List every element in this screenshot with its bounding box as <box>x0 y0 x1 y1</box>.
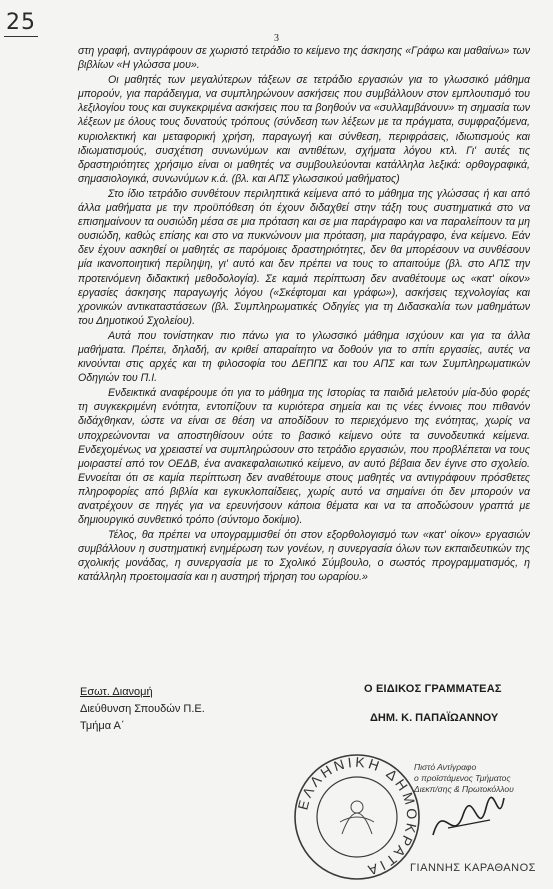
seal-text: ΕΛΛΗΝΙΚΗ ΔΗΜΟΚΡΑΤΙΑ <box>294 753 421 880</box>
distribution-section: Τμήμα Α΄ <box>80 720 125 732</box>
cert-line-2: ο προϊστάμενος Τμήματος <box>414 773 511 783</box>
page-number: 3 <box>274 33 279 44</box>
paragraph-4: Αυτά που τονίστηκαν πιο πάνω για το γλωσσικό μάθημα ισχύουν και για τα άλλα μαθήματα. Πρέπει, δηλαδή, αν κριθεί απαραίτητο να δοθούν για το σπίτι εργασίες, αυτές να κινούνται στις αρχές και τη φιλοσοφία του ΔΕΠΠΣ και του ΑΠΣ και των Συμπληρωματικών Οδηγιών του Π.Ι. <box>78 329 530 385</box>
distribution-label: Εσωτ. Διανομή <box>80 686 153 698</box>
document-body <box>78 44 530 585</box>
official-seal <box>292 752 422 882</box>
distribution-block <box>80 684 205 735</box>
handwritten-page-number: 25 <box>6 10 36 35</box>
paragraph-3: Στο ίδιο τετράδιο συνθέτουν περιληπτικά κείμενα από το μάθημα της γλώσσας ή και από άλλα μαθήματα με την προϋπόθεση ότι έχουν διδαχθεί στην τάξη τους συστηματικά στο να επισημαίνουν τα ουσιώδη μέσα σε μια πρόταση και σε μια παράγραφο και να παραλείπουν τα μη ουσιώδη, καθώς επίσης και στο να πυκνώνουν μια πρόταση, μια παράγραφο, ένα κείμενο. Εάν δεν έχουν ασκηθεί οι μαθητές σε παρόμοιες δραστηριότητες, δεν θα μπορέσουν να συνθέσουν μία ικανοποιητική περίληψη, γι' αυτό και δεν πρέπει να τους το απαιτούμε (βλ. στο ΑΠΣ την προτεινόμενη διδακτική μεθοδολογία). Σε καμιά περίπτωση δεν αναθέτουμε ως «κατ' οίκον» εργασίες άσκησης παραγωγής λόγου («Σκέφτομαι και γράφω»), ασκήσεις τεχνολογίας και χρονικών αντικαταστάσεων (βλ. Συμπληρωματικές Οδηγίες για τη Διδασκαλία των μαθημάτων του Δημοτικού Σχολείου). <box>78 187 530 327</box>
paragraph-1: στη γραφή, αντιγράφουν σε χωριστό τετράδιο το κείμενο της άσκησης «Γράφω και μαθαίνω» των βιβλίων «Η γλώσσα μου». <box>78 45 530 72</box>
paragraph-2: Οι μαθητές των μεγαλύτερων τάξεων σε τετράδιο εργασιών για το γλωσσικό μάθημα μπορούν, για παράδειγμα, να συμπληρώνουν ασκήσεις που συμβάλλουν στον εμπλουτισμό του λεξιλογίου τους και συγκεκριμένα ασκήσεις που τα βοηθούν να «συλλαμβάνουν» τη σημασία των λέξεων με όλους τους δυνατούς τρόπους (σύνδεση των λέξεων με τα πράγματα, συμφραζόμενα, κυριολεκτική και μεταφορική χρήση, παραγωγή και σύνθεση, περιφράσεις, ιδιωτισμούς και ιδιωματισμούς, συσχέτιση συνωνύμων και αντιθέτων, σχήματα λόγου κτλ. Γι' αυτές τις δραστηριότητες χρήσιμο είναι οι μαθητές να συμβουλεύονται κατάλληλα λεξικά: ορθογραφικά, σημασιολογικά, συνωνύμων κ.ά. (βλ. και ΑΠΣ γλωσσικού μαθήματος) <box>78 74 530 185</box>
cert-line-3: Διεκπ/σης & Πρωτοκόλλου <box>414 784 514 794</box>
certifier-name: ΓΙΑΝΝΗΣ ΚΑΡΑΘΑΝΟΣ <box>410 862 536 874</box>
secretary-title: Ο ΕΙΔΙΚΟΣ ΓΡΑΜΜΑΤΕΑΣ <box>364 683 502 695</box>
cert-line-1: Πιστό Αντίγραφο <box>414 762 477 772</box>
distribution-dept: Διεύθυνση Σπουδών Π.Ε. <box>80 703 205 715</box>
paragraph-6: Τέλος, θα πρέπει να υπογραμμισθεί ότι στον εξορθολογισμό των «κατ' οίκον» εργασιών συμβάλλουν η συστηματική ενημέρωση των γονέων, η συνεργασία όλων των εκπαιδευτικών της σχολικής μονάδας, η συνεργασία με το Σχολικό Σύμβουλο, ο σωστός προγραμματισμός, η κατάλληλη προετοιμασία και η αυστηρή τήρηση του ωραρίου.» <box>78 529 530 584</box>
paragraph-5: Ενδεικτικά αναφέρουμε ότι για το μάθημα της Ιστορίας τα παιδιά μελετούν μία-δύο φορές τη συγκεκριμένη ενότητα, εντοπίζουν τα κυριότερα σημεία και τις νέες έννοιες που πιθανόν διδάχθηκαν, ώστε να είναι σε θέση να αποδίδουν το περιεχόμενο της ενότητας, χωρίς να υποχρεώνονται να αποστηθίσουν ούτε το βασικό κείμενο ούτε τα συνοδευτικά κείμενα. Ενδεχομένως να χρειαστεί να συμπληρώσουν στο τετράδιο εργασιών, που προβλέπεται να τους μοιραστεί από τον ΟΕΔΒ, ένα ανακεφαλαιωτικό κείμενο, αν αυτό βέβαια δεν έγινε στο σχολείο. Εννοείται ότι σε καμία περίπτωση δεν αναθέτουμε στους μαθητές να αντιγράφουν πρόσθετες πληροφορίες από βιβλία και εγκυκλοπαίδειες, χωρίς αυτό να σημαίνει ότι δεν μπορούν να ανατρέχουν σε πηγές για να ερευνήσουν κάποια θέματα και να τα αποδώσουν γραπτά με δημιουργικό συνθετικό τρόπο (σύντομο δοκίμιο). <box>78 387 530 527</box>
signer-name: ΔΗΜ. Κ. ΠΑΠΑΪΩΑΝΝΟΥ <box>370 712 499 724</box>
handwritten-signature <box>428 790 508 850</box>
